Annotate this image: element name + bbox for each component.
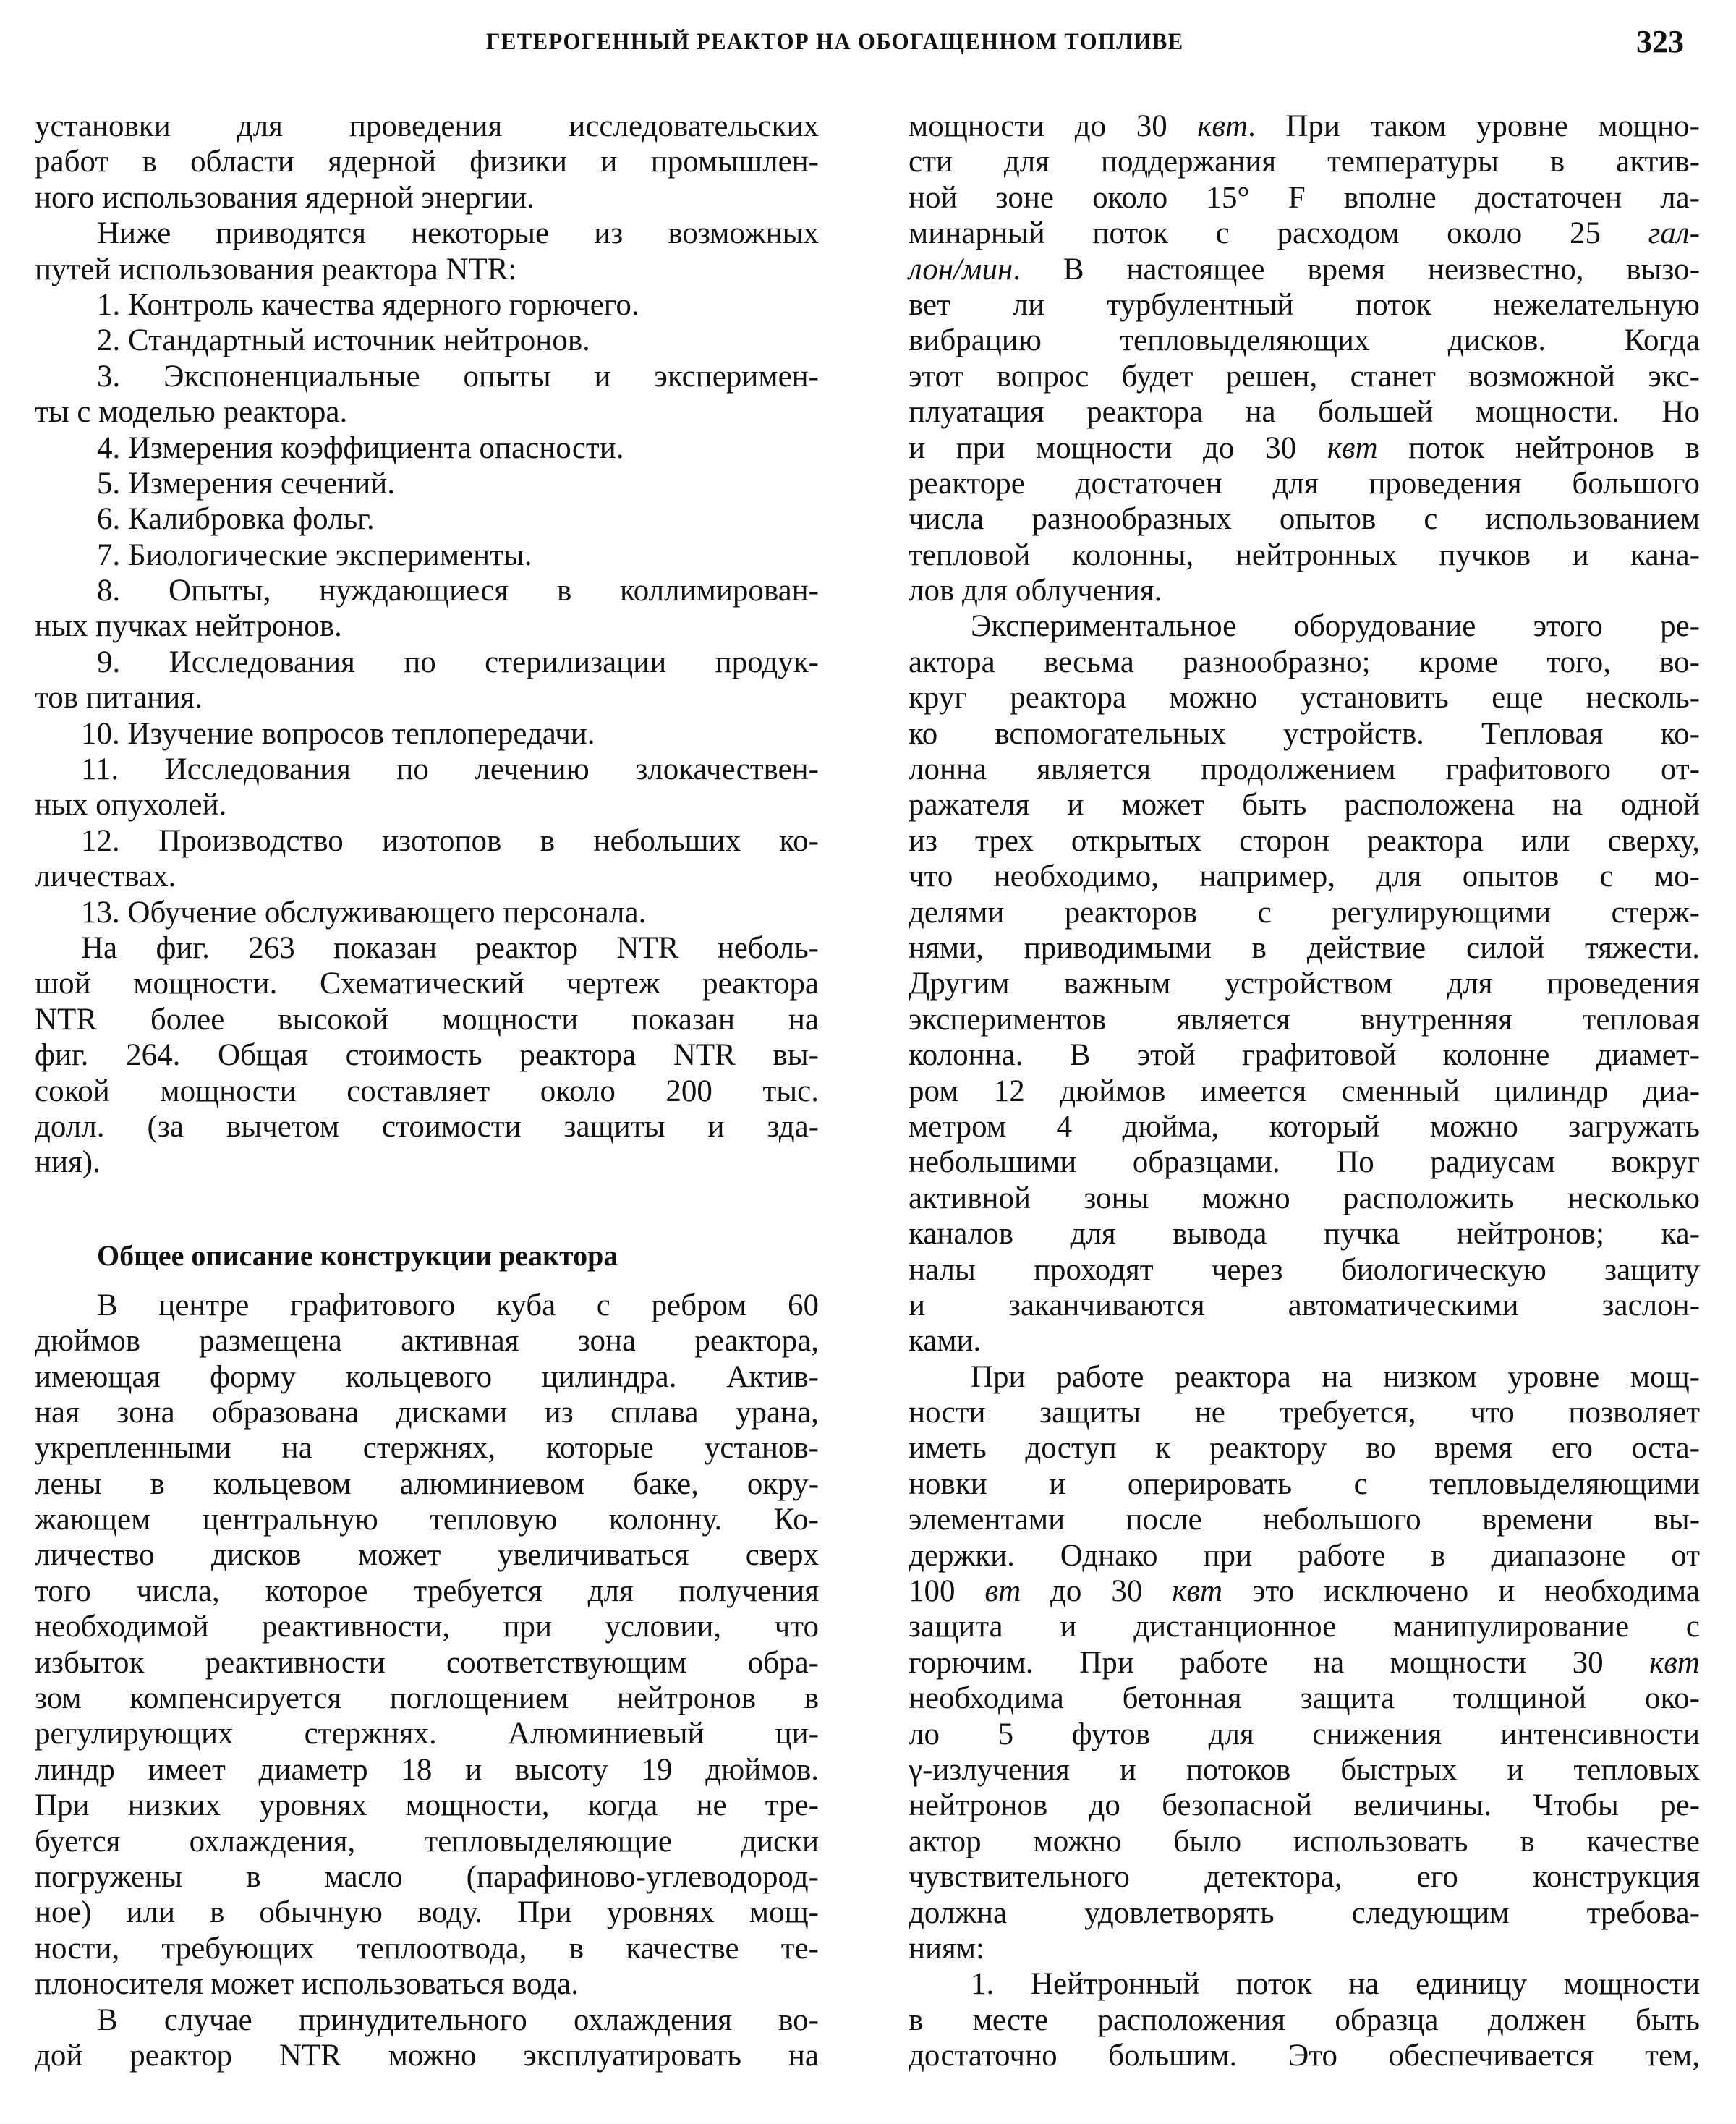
text-line: ражателя и может быть расположена на одной (909, 788, 1700, 823)
text-line: NTR более высокой мощности показан на (35, 1002, 819, 1037)
text-line: ния). (35, 1145, 101, 1180)
text-line: ных пучках нейтронов. (35, 609, 342, 644)
text-line: круг реактора можно установить еще несколь- (909, 681, 1700, 715)
text-line: колонна. В этой графитовой колонне диамет- (909, 1038, 1700, 1073)
text-line: мощности до 30 квт. При таком уровне мощно- (909, 109, 1700, 143)
text-line: 6. Калибровка фольг. (97, 502, 375, 537)
text-line: 3. Экспоненциальные опыты и эксперимен- (97, 359, 819, 394)
text-line: фиг. 264. Общая стоимость реактора NTR вы- (35, 1038, 819, 1073)
text-line: ром 12 дюймов имеется сменный цилиндр диа- (909, 1074, 1700, 1108)
text-line: налы проходят через биологическую защиту (909, 1252, 1700, 1287)
text-line: 100 вт до 30 квт это исключено и необходима (909, 1574, 1700, 1609)
text-line: При низких уровнях мощности, когда не тре- (35, 1788, 819, 1823)
text-line: в месте расположения образца должен быть (909, 2002, 1700, 2037)
text-line: необходимой реактивности, при условии, что (35, 1610, 819, 1644)
text-line: этот вопрос будет решен, станет возможной экс- (909, 359, 1700, 394)
right-column (909, 109, 1700, 2073)
text-line: ных опухолей. (35, 788, 227, 823)
text-line: плуатация реактора на большей мощности. Но (909, 395, 1700, 430)
text-line: Другим важным устройством для проведения (909, 967, 1700, 1001)
text-line: и при мощности до 30 квт поток нейтронов в (909, 430, 1700, 465)
text-line: 1. Контроль качества ядерного горючего. (97, 287, 639, 322)
left-column (35, 109, 819, 2073)
text-line: укрепленными на стержнях, которые установ- (35, 1431, 819, 1466)
text-line: нями, приводимыми в действие силой тяжести. (909, 930, 1700, 965)
text-line: вибрацию тепловыделяющих дисков. Когда (909, 323, 1700, 358)
text-line: актора весьма разнообразно; кроме того, во- (909, 645, 1700, 679)
text-line: дюймов размещена активная зона реактора, (35, 1324, 819, 1359)
right-column-text-block (909, 109, 1700, 2073)
text-line: небольшими образцами. По радиусам вокруг (909, 1145, 1700, 1180)
text-line: 1. Нейтронный поток на единицу мощности (971, 1967, 1700, 2002)
text-line: каналов для вывода пучка нейтронов; ка- (909, 1217, 1700, 1252)
text-line: из трех открытых сторон реактора или сверху, (909, 823, 1700, 858)
text-line: 7. Биологические эксперименты. (97, 538, 532, 572)
text-line: личествах. (35, 859, 176, 894)
text-line: ками. (909, 1324, 982, 1359)
text-line: экспериментов является внутренняя тепловая (909, 1002, 1700, 1037)
text-line: 11. Исследования по лечению злокачествен- (81, 752, 819, 787)
text-line: лены в кольцевом алюминиевом баке, окру- (35, 1466, 819, 1501)
text-line: и заканчиваются автоматическими заслон- (909, 1288, 1700, 1322)
text-line: нейтронов до безопасной величины. Чтобы ре- (909, 1788, 1700, 1823)
left-column-text-block-2 (35, 1288, 819, 2074)
text-line: плоносителя может использоваться вода. (35, 1967, 579, 2002)
text-line: имеющая форму кольцевого цилиндра. Актив- (35, 1359, 819, 1394)
text-line: установки для проведения исследовательских (35, 109, 819, 143)
text-line: При работе реактора на низком уровне мощ- (971, 1359, 1700, 1394)
text-line: необходима бетонная защита толщиной око- (909, 1681, 1700, 1716)
text-line: 13. Обучение обслуживающего персонала. (81, 895, 647, 930)
page-number: 323 (1636, 24, 1684, 59)
text-line: лонна является продолжением графитового от- (909, 752, 1700, 787)
text-line: что необходимо, например, для опытов с мо- (909, 859, 1700, 894)
text-line: того числа, которое требуется для получения (35, 1573, 819, 1608)
text-line: актор можно было использовать в качестве (909, 1824, 1700, 1858)
text-line: ниям: (909, 1931, 984, 1966)
text-line: ты с моделью реактора. (35, 395, 348, 430)
text-line: В центре графитового куба с ребром 60 (97, 1288, 819, 1322)
text-line: На фиг. 263 показан реактор NTR неболь- (81, 930, 819, 965)
text-line: лон/мин. В настоящее время неизвестно, вызо- (909, 252, 1700, 286)
text-line: ное) или в обычную воду. При уровнях мощ- (35, 1895, 819, 1930)
text-line: ной зоне около 15° F вполне достаточен ла- (909, 180, 1700, 215)
text-line: числа разнообразных опытов с использованием (909, 502, 1700, 537)
text-line: избыток реактивности соответствующим обра- (35, 1645, 819, 1680)
text-line: реакторе достаточен для проведения большого (909, 466, 1700, 501)
text-line: Экспериментальное оборудование этого ре- (971, 609, 1700, 644)
text-line: регулирующих стержнях. Алюминиевый ци- (35, 1717, 819, 1751)
text-line: иметь доступ к реактору во время его оста- (909, 1431, 1700, 1466)
text-line: защита и дистанционное манипулирование с (909, 1610, 1700, 1644)
text-line: работ в области ядерной физики и промышлен- (35, 145, 819, 179)
text-line: 12. Производство изотопов в небольших ко- (81, 823, 819, 858)
text-line: ло 5 футов для снижения интенсивности (909, 1717, 1700, 1751)
text-line: должна удовлетворять следующим требова- (909, 1895, 1700, 1930)
text-line: долл. (за вычетом стоимости защиты и зда- (35, 1109, 819, 1144)
text-line: активной зоны можно расположить несколько (909, 1181, 1700, 1215)
text-line: ности защиты не требуется, что позволяет (909, 1396, 1700, 1430)
text-line: 2. Стандартный источник нейтронов. (97, 323, 590, 358)
running-title: ГЕТЕРОГЕННЫЙ РЕАКТОР НА ОБОГАЩЕННОМ ТОПЛИВЕ (486, 29, 1184, 55)
text-line: держки. Однако при работе в диапазоне от (909, 1538, 1700, 1573)
text-line: ная зона образована дисками из сплава урана, (35, 1395, 819, 1430)
text-line: 9. Исследования по стерилизации продук- (97, 645, 819, 679)
text-line: сти для поддержания температуры в актив- (909, 145, 1700, 179)
text-line: жающем центральную тепловую колонну. Ко- (35, 1503, 819, 1537)
text-line: ности, требующих теплоотвода, в качестве те- (35, 1931, 819, 1966)
spacer (35, 1181, 819, 1234)
text-line: новки и оперировать с тепловыделяющими (909, 1466, 1700, 1501)
text-line: буется охлаждения, тепловыделяющие диски (35, 1824, 819, 1858)
text-line: 4. Измерения коэффициента опасности. (97, 430, 624, 465)
text-line: 10. Изучение вопросов теплопередачи. (81, 716, 595, 751)
text-line: вет ли турбулентный поток нежелательную (909, 287, 1700, 322)
text-line: дой реактор NTR можно эксплуатировать на (35, 2038, 819, 2073)
text-line: В случае принудительного охлаждения во- (97, 2002, 819, 2037)
text-line: делями реакторов с регулирующими стерж- (909, 895, 1700, 930)
text-line: ко вспомогательных устройств. Тепловая ко- (909, 716, 1700, 751)
running-header (0, 23, 1736, 67)
text-line: 8. Опыты, нуждающиеся в коллимирован- (97, 574, 819, 608)
text-line: ного использования ядерной энергии. (35, 180, 535, 215)
text-line: погружены в масло (парафиново-углеводород- (35, 1859, 819, 1894)
text-line: тепловой колонны, нейтронных пучков и кана- (909, 538, 1700, 572)
spacer (35, 1278, 819, 1288)
text-line: зом компенсируется поглощением нейтронов в (35, 1681, 819, 1716)
text-line: тов питания. (35, 681, 203, 715)
text-line: минарный поток с расходом около 25 гал- (909, 216, 1700, 251)
text-line: линдр имеет диаметр 18 и высоту 19 дюймов. (35, 1752, 819, 1787)
text-line: достаточно большим. Это обеспечивается тем, (909, 2039, 1700, 2073)
text-line: метром 4 дюйма, который можно загружать (909, 1109, 1700, 1144)
text-line: путей использования реактора NTR: (35, 252, 517, 286)
text-line: сокой мощности составляет около 200 тыс. (35, 1074, 819, 1108)
left-column-text-block-1 (35, 109, 819, 1181)
section-heading: Общее описание конструкции реактора (97, 1239, 618, 1272)
text-line: 5. Измерения сечений. (97, 466, 395, 501)
text-line: личество дисков может увеличиваться сверх (35, 1538, 819, 1573)
text-line: лов для облучения. (909, 574, 1162, 608)
text-line: горючим. При работе на мощности 30 квт (909, 1645, 1700, 1680)
text-line: элементами после небольшого времени вы- (909, 1503, 1700, 1537)
text-line: шой мощности. Схематический чертеж реактора (35, 967, 819, 1001)
text-line: Ниже приводятся некоторые из возможных (97, 216, 819, 251)
text-line: чувствительного детектора, его конструкция (909, 1860, 1700, 1895)
text-line: γ-излучения и потоков быстрых и тепловых (909, 1752, 1700, 1787)
